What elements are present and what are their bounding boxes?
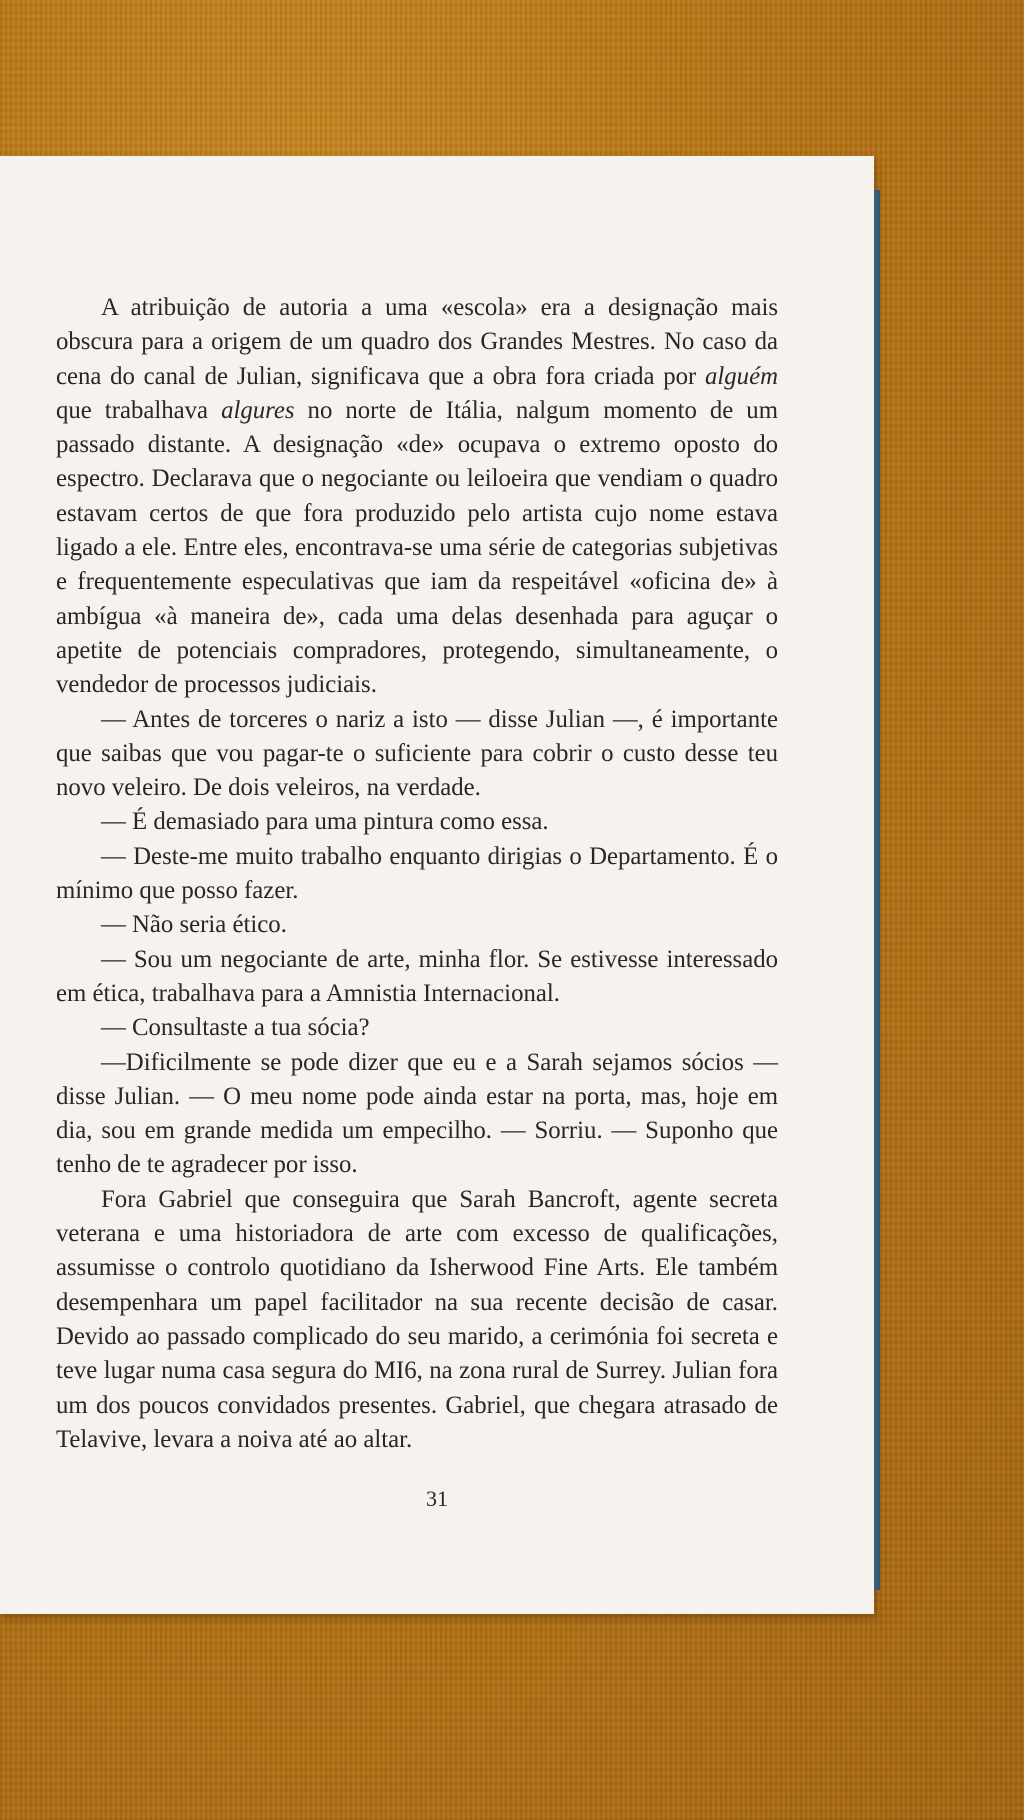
paragraph-7: — Consultaste a tua sócia? [101, 1014, 370, 1042]
paragraph-1: A atribuição de autoria a uma «escola» era a designação mais obscura para a origem de um quadro dos Grandes Mestres. No caso da cena do canal de Julian, significava que a obra fora criada por alguém que trabalhava algures no norte de Itália, nalgum momento de um passado distante. A designação «de» ocupava o extremo oposto do espectro. Declarava que o negociante ou leiloeira que vendiam o quadro estavam certos de que fora produzido pelo artista cujo nome estava ligado a ele. Entre eles, encontrava-se uma série de categorias subjetivas e frequentemente especulativas que iam da respeitável «oficina de» à ambígua «à maneira de», cada uma delas desenhada para aguçar o apetite de potenciais compradores, protegendo, simultaneamente, o vendedor de processos judiciais. [56, 294, 778, 699]
paragraph-9: Fora Gabriel que conseguira que Sarah Bancroft, agente secreta veterana e uma historiadora de arte com excesso de qualificações, assumisse o controlo quotidiano da Isherwood Fine Arts. Ele também desempenhara um papel facilitador na sua recente decisão de casar. Devido ao passado complicado do seu marido, a cerimónia foi secreta e teve lugar numa casa segura do MI6, na zona rural de Surrey. Julian fora um dos poucos convidados presentes. Gabriel, que chegara atrasado de Telavive, levara a noiva até ao altar. [56, 1185, 778, 1453]
paragraph-8: —Dificilmente se pode dizer que eu e a Sarah sejamos sócios — disse Julian. — O meu nome pode ainda estar na porta, mas, hoje em dia, sou em grande medida um empecilho. — Sorriu. — Suponho que tenho de te agradecer por isso. [56, 1048, 778, 1179]
paragraph-2: — Antes de torceres o nariz a isto — disse Julian —, é importante que saibas que vou pagar-te o suficiente para cobrir o custo desse teu novo veleiro. De dois veleiros, na verdade. [56, 705, 778, 802]
paragraph-5: — Não seria ético. [101, 911, 287, 939]
paragraph-6: — Sou um negociante de arte, minha flor. Se estivesse interessado em ética, trabalhava para a Amnistia Internacional. [56, 945, 778, 1007]
paragraph-4: — Deste-me muito trabalho enquanto dirigias o Departamento. É o mínimo que posso fazer. [56, 842, 778, 905]
italic-algures: algures [221, 396, 295, 424]
page-text [56, 291, 778, 1457]
page-number: 31 [426, 1486, 448, 1511]
italic-alguem: alguém [705, 362, 778, 390]
paragraph-3: — É demasiado para uma pintura como essa. [101, 808, 549, 836]
book-page [0, 156, 874, 1614]
